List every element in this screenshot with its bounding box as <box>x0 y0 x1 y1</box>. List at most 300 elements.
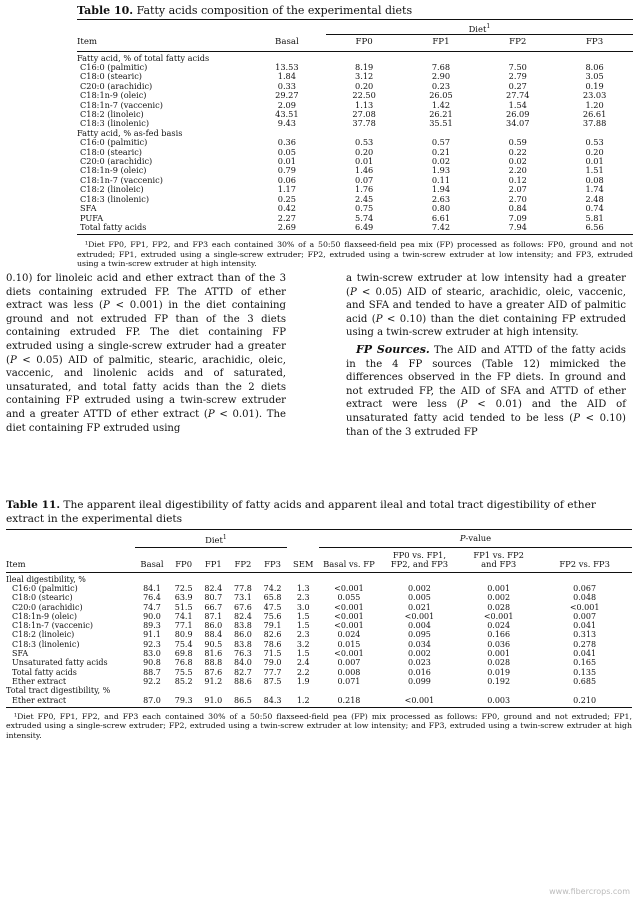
row-label: C18:0 (stearic) <box>12 593 73 603</box>
cell-value: 3.05 <box>585 71 604 82</box>
cell-value: 0.005 <box>407 593 431 603</box>
row-label: C18:0 (stearic) <box>80 71 142 82</box>
cell-value: 74.7 <box>143 602 161 612</box>
table-row <box>6 593 632 602</box>
cell-value: 88.4 <box>204 630 223 640</box>
text-run: P <box>207 408 215 420</box>
cell-value: 1.3 <box>296 583 310 593</box>
cell-value: <0.001 <box>483 611 514 621</box>
cell-value: 0.20 <box>355 146 374 157</box>
column-header-line: FP2 <box>234 559 252 570</box>
cell-value: <0.001 <box>334 602 364 612</box>
cell-value: 0.055 <box>337 593 361 603</box>
cell-value: 2.27 <box>277 212 296 223</box>
cell-value: 1.76 <box>355 184 374 195</box>
text-run: < 0.001) in the diet containing ground and not extruded FP than of the 3 diets containing extruded FP. The diet containing FP extruded using a single-screw extruder had a greater ( <box>6 300 286 366</box>
section-header-row <box>6 572 632 584</box>
cell-value: 0.165 <box>573 658 597 668</box>
cell-value: 0.08 <box>585 174 604 185</box>
cell-value: 0.19 <box>585 80 604 91</box>
cell-value: 2.90 <box>431 71 451 82</box>
cell-value: 27.08 <box>352 109 376 120</box>
pvalue-header-rest: -value <box>465 533 492 544</box>
row-label: SFA <box>80 203 97 214</box>
cell-value: 82.4 <box>234 611 252 621</box>
column-header <box>319 548 379 573</box>
cell-value: 0.002 <box>487 593 511 603</box>
column-header <box>6 548 135 573</box>
cell-value: 1.84 <box>277 71 296 82</box>
cell-value: 7.42 <box>431 221 451 232</box>
section-title: Fatty acid, % of total fatty acids <box>77 52 210 63</box>
text-run: P <box>573 412 581 424</box>
cell-value: 0.75 <box>355 203 374 214</box>
cell-value: 0.002 <box>407 583 431 593</box>
cell-value: 75.6 <box>263 611 282 621</box>
table-11-pvalue-header <box>319 530 632 548</box>
cell-value: 6.49 <box>355 221 374 232</box>
body-paragraph-right-1 <box>346 272 626 340</box>
text-run: < 0.01). The diet containing FP extruded using <box>6 408 286 434</box>
table-row <box>77 223 633 232</box>
cell-value: 2.07 <box>508 184 527 195</box>
cell-value: 26.61 <box>582 109 607 120</box>
cell-value: 0.313 <box>573 630 597 640</box>
column-header: Basal <box>248 35 326 51</box>
row-label: C18:3 (linolenic) <box>12 639 80 649</box>
cell-value: 0.23 <box>431 80 451 91</box>
table-row <box>6 658 632 667</box>
column-header <box>169 548 199 573</box>
cell-value: 1.17 <box>277 184 296 195</box>
cell-value: 0.192 <box>487 676 511 686</box>
cell-value: 1.2 <box>296 695 310 705</box>
body-column-left <box>6 272 286 435</box>
cell-value: 2.4 <box>296 658 310 668</box>
column-header <box>258 548 288 573</box>
table-row <box>6 584 632 593</box>
cell-value: 82.6 <box>263 630 282 640</box>
cell-value: 0.11 <box>431 174 451 185</box>
cell-value: 79.0 <box>263 658 282 668</box>
cell-value: 2.2 <box>296 667 310 677</box>
cell-value: 0.57 <box>431 137 451 148</box>
column-header <box>228 548 258 573</box>
column-header-line: Item <box>6 559 26 570</box>
cell-value: 0.01 <box>277 156 296 167</box>
cell-value: 43.51 <box>275 109 299 120</box>
row-label: C18:1n-7 (vaccenic) <box>80 174 163 185</box>
cell-value: 76.3 <box>234 649 252 659</box>
column-header-line: and FP3 <box>481 559 517 570</box>
cell-value: 0.016 <box>407 667 431 677</box>
cell-value: 87.5 <box>263 676 282 686</box>
cell-value: 1.42 <box>431 99 451 110</box>
cell-value: 88.6 <box>234 676 252 686</box>
text-run: < 0.01) and the AID of unsaturated fatty acid tended to be less ( <box>346 399 626 424</box>
cell-value: 76.8 <box>174 658 193 668</box>
cell-value: 0.071 <box>337 676 361 686</box>
table-row <box>6 621 632 630</box>
cell-value: 63.9 <box>174 593 193 603</box>
cell-value: 0.008 <box>337 667 361 677</box>
cell-value: 0.095 <box>407 630 431 640</box>
column-header <box>135 548 169 573</box>
section-title: Total tract digestibility, % <box>6 686 111 696</box>
section-header-row <box>6 686 632 695</box>
pvalue-header-italic: P <box>459 533 466 544</box>
row-label: C18:0 (stearic) <box>80 146 142 157</box>
cell-value: 0.74 <box>585 203 604 214</box>
cell-value: 0.02 <box>431 156 451 167</box>
cell-value: 0.021 <box>407 602 431 612</box>
cell-value: <0.001 <box>569 602 600 612</box>
column-header <box>287 548 319 573</box>
cell-value: 0.007 <box>337 658 361 668</box>
cell-value: 75.5 <box>174 667 193 677</box>
table-row <box>6 630 632 639</box>
text-run: < 0.10) than the diet containing FP extruded using a twin-screw extruder at high intensity. <box>346 313 626 339</box>
cell-value: 0.20 <box>355 80 374 91</box>
cell-value: 34.07 <box>506 118 530 129</box>
cell-value: 0.79 <box>277 165 296 176</box>
cell-value: 22.50 <box>352 90 376 101</box>
cell-value: 69.8 <box>174 649 193 659</box>
cell-value: 1.94 <box>431 184 451 195</box>
cell-value: 0.001 <box>487 583 511 593</box>
cell-value: 77.8 <box>234 583 252 593</box>
cell-value: 74.2 <box>263 583 282 593</box>
table-11-caption <box>6 498 632 526</box>
cell-value: 1.9 <box>296 676 310 686</box>
cell-value: 1.5 <box>296 649 310 659</box>
footnote-mark: 1 <box>222 534 227 541</box>
text-run: The AID and ATTD of the fatty acids in the 4 FP sources (Table 12) mimicked the differences observed in the FP diets. In ground and not extruded FP, the AID of SFA and ATTD of ether extract were less ( <box>346 344 626 411</box>
row-label: Unsaturated fatty acids <box>12 658 108 668</box>
cell-value: 0.06 <box>277 174 296 185</box>
cell-value: 0.024 <box>487 621 511 631</box>
cell-value: 0.20 <box>585 146 604 157</box>
cell-value: 26.21 <box>429 109 453 120</box>
column-header: FP1 <box>403 35 480 51</box>
table-10-footnote: ¹Diet FP0, FP1, FP2, and FP3 each contained 30% of a 50:50 flaxseed-field pea mix (FP) processed as follows: FP0, ground and not extruded; FP1, extruded using a single-screw extruder; FP2, extruded using a twin-screw extruder at low intensity; and FP3, extruded using a twin-screw extruder at high intensity. <box>77 240 633 269</box>
table-row <box>6 612 632 621</box>
cell-value: 85.2 <box>174 676 193 686</box>
cell-value: 37.78 <box>352 118 376 129</box>
cell-value: 0.25 <box>277 193 296 204</box>
body-paragraph-right-2 <box>346 343 626 439</box>
column-header <box>379 548 460 573</box>
column-header-line: Basal vs. FP <box>323 559 375 570</box>
column-header <box>198 548 228 573</box>
cell-value: 1.51 <box>585 165 604 176</box>
cell-value: 1.5 <box>296 611 310 621</box>
cell-value: 0.166 <box>487 630 511 640</box>
column-header: FP0 <box>326 35 403 51</box>
cell-value: 80.7 <box>204 593 223 603</box>
cell-value: 67.6 <box>234 602 252 612</box>
row-label: C18:3 (linolenic) <box>80 118 150 129</box>
cell-value: 26.09 <box>506 109 530 120</box>
row-label: Ether extract <box>12 695 67 705</box>
cell-value: 0.004 <box>407 621 431 631</box>
cell-value: 91.1 <box>143 630 161 640</box>
cell-value: 84.3 <box>263 695 282 705</box>
cell-value: 0.02 <box>508 156 527 167</box>
cell-value: 92.2 <box>143 676 161 686</box>
cell-value: 1.5 <box>296 621 310 631</box>
cell-value: 0.22 <box>508 146 527 157</box>
cell-value: <0.001 <box>404 695 435 705</box>
text-run: P <box>375 313 383 325</box>
table-11-diet-header <box>135 530 287 548</box>
cell-value: 77.7 <box>263 667 282 677</box>
cell-value: 6.56 <box>585 221 604 232</box>
table-10-label: Table 10. <box>77 4 134 17</box>
cell-value: 0.028 <box>487 658 511 668</box>
table-10-diet-header <box>326 20 633 35</box>
column-header-line: FP3 <box>264 559 281 570</box>
cell-value: 0.42 <box>277 203 296 214</box>
body-column-right <box>346 272 626 439</box>
row-label: C16:0 (palmitic) <box>80 62 148 73</box>
cell-value: 74.1 <box>174 611 193 621</box>
cell-value: 1.13 <box>355 99 374 110</box>
cell-value: 91.0 <box>204 695 223 705</box>
section-title: Fatty acid, % as-fed basis <box>77 127 183 138</box>
cell-value: 90.8 <box>143 658 161 668</box>
cell-value: 0.53 <box>585 137 604 148</box>
cell-value: 91.2 <box>204 676 223 686</box>
cell-value: 0.33 <box>277 80 296 91</box>
cell-value: 2.20 <box>508 165 527 176</box>
cell-value: 1.46 <box>355 165 374 176</box>
row-label: C18:3 (linolenic) <box>80 193 150 204</box>
cell-value: 0.024 <box>337 630 361 640</box>
column-header-line: FP1 vs. FP2 <box>473 550 524 561</box>
cell-value: 90.5 <box>204 639 223 649</box>
cell-value: 7.09 <box>508 212 527 223</box>
cell-value: 0.001 <box>487 649 511 659</box>
cell-value: 87.6 <box>204 667 223 677</box>
cell-value: 2.70 <box>508 193 527 204</box>
cell-value: 0.034 <box>407 639 431 649</box>
column-header: Item <box>77 35 248 51</box>
diet-header-label: Diet <box>205 534 223 545</box>
text-run: a twin-screw extruder at low intensity had a greater ( <box>346 273 626 298</box>
cell-value: 35.51 <box>429 118 453 129</box>
table-11-column-header-row <box>6 548 632 573</box>
cell-value: 0.218 <box>337 695 361 705</box>
cell-value: 88.8 <box>204 658 223 668</box>
cell-value: 7.68 <box>431 62 451 73</box>
cell-value: 88.7 <box>143 667 161 677</box>
cell-value: 79.3 <box>174 695 193 705</box>
cell-value: 83.8 <box>234 639 252 649</box>
cell-value: <0.001 <box>334 583 364 593</box>
row-label: C20:0 (arachidic) <box>80 80 153 91</box>
cell-value: 0.05 <box>277 146 296 157</box>
cell-value: 23.03 <box>582 90 607 101</box>
cell-value: 0.27 <box>508 80 527 91</box>
cell-value: 0.210 <box>573 695 597 705</box>
cell-value: 47.5 <box>263 602 282 612</box>
row-label: C20:0 (arachidic) <box>12 602 83 612</box>
cell-value: 3.2 <box>296 639 310 649</box>
cell-value: 13.53 <box>275 62 299 73</box>
cell-value: 1.93 <box>431 165 451 176</box>
row-label: C16:0 (palmitic) <box>80 137 148 148</box>
cell-value: <0.001 <box>334 621 364 631</box>
cell-value: 0.023 <box>407 658 431 668</box>
cell-value: 0.12 <box>508 174 527 185</box>
body-paragraph-left <box>6 272 286 435</box>
cell-value: 76.4 <box>143 593 161 603</box>
cell-value: 86.5 <box>234 695 252 705</box>
cell-value: 71.5 <box>263 649 282 659</box>
cell-value: 51.5 <box>174 602 193 612</box>
diet-header-label: Diet <box>468 23 487 34</box>
column-header: FP2 <box>479 35 556 51</box>
text-run: < 0.05) AID of palmitic, stearic, arachidic, oleic, vaccenic, and linolenic acids and of saturated, unsaturated, and total fatty acids than the 2 diets containing FP extruded using a twin-screw extruder and a greater ATTD of ether extract ( <box>6 354 286 420</box>
cell-value: 6.61 <box>431 212 451 223</box>
row-label: C18:1n-7 (vaccenic) <box>12 621 93 631</box>
cell-value: 78.6 <box>263 639 282 649</box>
cell-value: 2.3 <box>296 593 310 603</box>
cell-value: 0.067 <box>573 583 597 593</box>
cell-value: 0.685 <box>573 676 597 686</box>
row-label: C18:1n-7 (vaccenic) <box>80 99 163 110</box>
cell-value: 0.099 <box>407 676 431 686</box>
cell-value: 82.4 <box>204 583 223 593</box>
cell-value: 80.9 <box>174 630 193 640</box>
cell-value: 0.53 <box>355 137 374 148</box>
row-label: C18:2 (linoleic) <box>80 109 144 120</box>
cell-value: 0.59 <box>508 137 527 148</box>
section-title: Ileal digestibility, % <box>6 574 86 584</box>
cell-value: 0.028 <box>487 602 511 612</box>
cell-value: 2.79 <box>508 71 527 82</box>
cell-value: 0.80 <box>431 203 451 214</box>
cell-value: 2.09 <box>277 99 296 110</box>
row-label: C20:0 (arachidic) <box>80 156 153 167</box>
table-10-grid <box>77 20 633 232</box>
cell-value: 5.74 <box>355 212 374 223</box>
text-run: < 0.05) AID of stearic, arachidic, oleic, vaccenic, and SFA and tended to have a greater AID of palmitic acid ( <box>346 286 626 325</box>
footnote-mark: 1 <box>486 23 491 30</box>
cell-value: 79.1 <box>263 621 282 631</box>
table-11-footnote: ¹Diet FP0, FP1, FP2, and FP3 each contained 30% of a 50:50 flaxseed-field pea (FP) mix processed as follows: FP0, ground and not extruded; FP1, extruded using a single-screw extruder; FP2, extruded using a twin-screw extruder at low intensity; and FP3, extruded using a twin-screw extruder at high intensity. <box>6 711 632 740</box>
cell-value: 26.05 <box>429 90 453 101</box>
text-run: P <box>102 300 110 312</box>
table-11-title: The apparent ileal digestibility of fatty acids and apparent ileal and total tract digestibility of ether extract in the experimental diets <box>6 499 596 525</box>
cell-value: 72.5 <box>174 583 193 593</box>
cell-value: 0.84 <box>508 203 527 214</box>
table-10-diet-header-row <box>77 20 633 35</box>
cell-value: 7.94 <box>508 221 527 232</box>
column-header-line: SEM <box>293 559 314 570</box>
cell-value: 73.1 <box>234 593 252 603</box>
column-header-line: FP2, and FP3 <box>390 559 449 570</box>
text-run: < 0.10) than of the 3 extruded FP <box>346 412 626 438</box>
cell-value: 84.0 <box>234 658 252 668</box>
cell-value: 0.036 <box>487 639 511 649</box>
cell-value: 81.6 <box>204 649 223 659</box>
table-10 <box>77 4 633 269</box>
column-header: FP3 <box>556 35 633 51</box>
row-label: Total fatty acids <box>80 221 147 232</box>
cell-value: 83.0 <box>143 649 161 659</box>
cell-value: 77.1 <box>174 621 193 631</box>
cell-value: 0.135 <box>573 667 597 677</box>
text-run: P <box>9 354 17 366</box>
cell-value: 89.3 <box>143 621 161 631</box>
cell-value: 65.8 <box>263 593 282 603</box>
cell-value: <0.001 <box>334 649 364 659</box>
row-label: C18:1n-9 (oleic) <box>80 165 147 176</box>
cell-value: 0.01 <box>585 156 604 167</box>
row-label: C16:0 (palmitic) <box>12 583 78 593</box>
cell-value: 0.278 <box>573 639 597 649</box>
cell-value: 37.88 <box>582 118 607 129</box>
column-header-line: FP0 vs. FP1, <box>392 550 447 561</box>
cell-value: 1.54 <box>508 99 527 110</box>
cell-value: 8.19 <box>355 62 374 73</box>
cell-value: 87.0 <box>143 695 161 705</box>
table-11-grid <box>6 530 632 705</box>
table-10-column-header-row <box>77 35 633 51</box>
cell-value: 2.45 <box>355 193 374 204</box>
column-header <box>537 548 632 573</box>
column-header <box>460 548 537 573</box>
cell-value: 0.21 <box>431 146 451 157</box>
cell-value: 66.7 <box>204 602 223 612</box>
column-header-line: FP0 <box>175 559 193 570</box>
cell-value: 2.63 <box>431 193 451 204</box>
cell-value: 0.019 <box>487 667 511 677</box>
cell-value: 1.74 <box>585 184 604 195</box>
row-label: SFA <box>12 649 29 659</box>
row-label: C18:2 (linoleic) <box>12 630 75 640</box>
table-10-caption <box>77 4 633 17</box>
column-header-line: FP2 vs. FP3 <box>559 559 610 570</box>
cell-value: 2.48 <box>585 193 604 204</box>
cell-value: 82.7 <box>234 667 252 677</box>
cell-value: 5.81 <box>585 212 604 223</box>
table-row <box>6 677 632 686</box>
cell-value: 9.43 <box>277 118 296 129</box>
table-row <box>6 640 632 649</box>
cell-value: <0.001 <box>404 611 435 621</box>
table-row <box>6 649 632 658</box>
cell-value: 87.1 <box>204 611 223 621</box>
cell-value: 92.3 <box>143 639 161 649</box>
cell-value: 90.0 <box>143 611 161 621</box>
table-row <box>6 668 632 677</box>
cell-value: 0.003 <box>487 695 511 705</box>
cell-value: 75.4 <box>174 639 193 649</box>
cell-value: 0.041 <box>573 621 597 631</box>
cell-value: 0.041 <box>573 649 597 659</box>
cell-value: 0.007 <box>573 611 597 621</box>
row-label: PUFA <box>80 212 104 223</box>
watermark: www.fibercrops.com <box>549 887 630 896</box>
cell-value: 3.12 <box>355 71 374 82</box>
column-header-line: Basal <box>140 559 164 570</box>
table-11-label: Table 11. <box>6 499 61 511</box>
table-10-title: Fatty acids composition of the experimental diets <box>136 4 413 17</box>
row-label: C18:2 (linoleic) <box>80 184 144 195</box>
